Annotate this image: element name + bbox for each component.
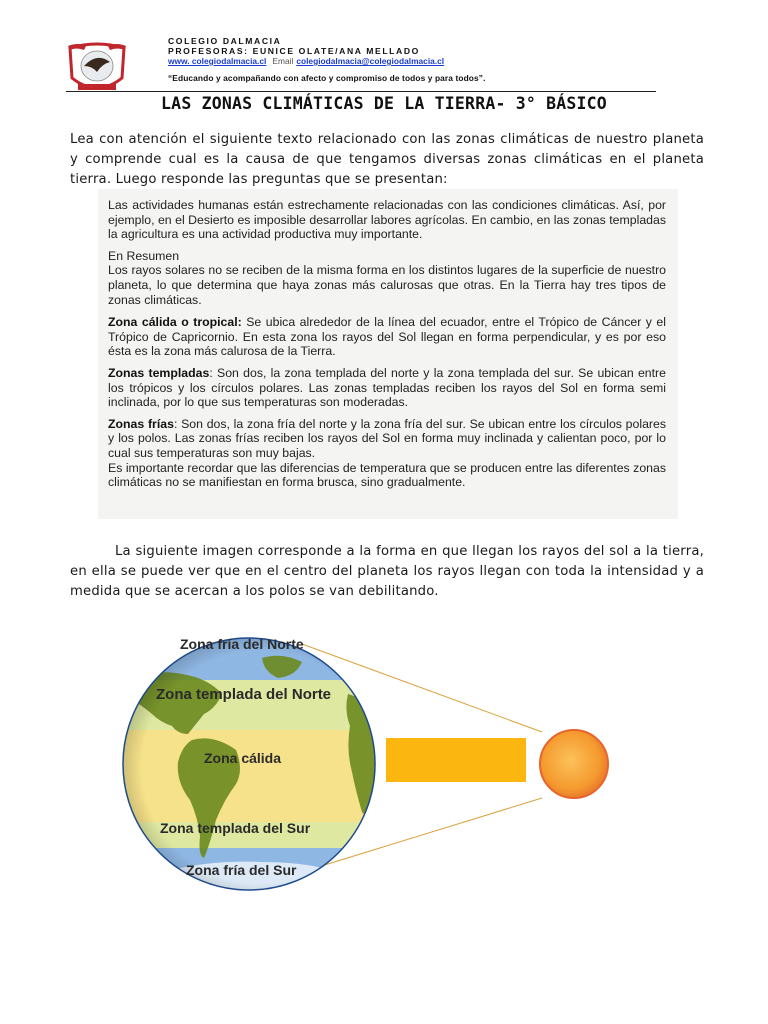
- label-south-temperate: Zona templada del Sur: [160, 820, 311, 836]
- school-header: [168, 36, 486, 83]
- image-description-text: La siguiente imagen corresponde a la forma en que llegan los rayos del sol a la tierra, en ella se puede ver que en el centro del planeta los rayos llegan con toda la intensidad y a medida que se acercan a los polos se van debilitando.: [70, 544, 704, 599]
- school-logo: [64, 38, 130, 98]
- cold-zone-block: [108, 417, 666, 490]
- reading-intro: Las actividades humanas están estrechamente relacionadas con las condiciones climáticas. Así, por ejemplo, en el Desierto es imposible desarrollar labores agrícolas. En cambio, en las zonas templadas la agricultura es una actividad productiva muy importante.: [108, 198, 666, 242]
- summary-text: Los rayos solares no se reciben de la misma forma en los distintos lugares de la superficie de nuestro planeta, lo que determina que haya zonas más calurosas que otras. En la Tierra hay tres tipos de zonas climáticas.: [108, 263, 666, 307]
- sun-ray-beam: [386, 738, 526, 782]
- label-warm: Zona cálida: [204, 750, 282, 766]
- summary-title: En Resumen: [108, 248, 180, 263]
- closing-text: Es importante recordar que las diferencias de temperatura que se producen entre las diferentes zonas climáticas no se manifiestan en forma brusca, sino gradualmente.: [108, 460, 666, 490]
- climate-zones-graphic: [112, 622, 652, 892]
- warm-zone-text: Se ubica alrededor de la línea del ecuador, entre el Trópico de Cáncer y el Trópico de Capricornio. En esta zona los rayos del Sol llegan en forma perpendicular, y es por eso ésta es la zona más calurosa de la Tierra.: [108, 315, 666, 359]
- label-north-temperate: Zona templada del Norte: [156, 686, 332, 703]
- warm-zone-block: [108, 315, 666, 359]
- website-link[interactable]: www. colegiodalmacia.cl: [168, 56, 267, 66]
- summary-block: [108, 249, 666, 307]
- teachers-line: PROFESORAS: EUNICE OLATE/ANA MELLADO: [168, 46, 420, 56]
- image-description: [70, 542, 704, 602]
- header-divider: [66, 91, 656, 92]
- warm-zone-title: Zona cálida o tropical:: [108, 315, 242, 330]
- label-south-cold: Zona fría del Sur: [186, 862, 297, 878]
- temperate-zone-text: : Son dos, la zona templada del norte y la zona templada del sur. Se ubican entre los trópicos y los círculos polares. Las zonas templadas reciben los rayos del Sol en forma semi inclinada, por lo que sus temperaturas son moderadas.: [108, 365, 666, 410]
- school-motto: “Educando y acompañando con afecto y compromiso de todos y para todos”.: [168, 73, 486, 83]
- school-name: COLEGIO DALMACIA: [168, 36, 282, 46]
- cold-zone-title: Zonas frías: [108, 416, 174, 431]
- reading-block: [108, 198, 666, 490]
- intro-paragraph: Lea con atención el siguiente texto relacionado con las zonas climáticas de nuestro planeta y comprende cual es la causa de que tengamos diversas zonas climáticas en el planeta tierra. Luego responde las preguntas que se presentan:: [70, 132, 704, 187]
- email-link[interactable]: colegiodalmacia@colegiodalmacia.cl: [296, 56, 445, 66]
- cold-zone-text: : Son dos, la zona fría del norte y la zona fría del sur. Se ubican entre los círculos polares y los polos. Las zonas frías reciben los rayos del Sol en forma muy inclinada y calientan poco, por lo cual sus temperaturas son muy bajas.: [108, 416, 667, 460]
- climate-zones-diagram: [112, 622, 652, 892]
- temperate-zone-title: Zonas templadas: [108, 365, 210, 380]
- contact-line: [168, 56, 486, 67]
- label-north-cold: Zona fría del Norte: [180, 636, 304, 652]
- page-title: LAS ZONAS CLIMÁTICAS DE LA TIERRA- 3° BÁSICO: [161, 94, 607, 113]
- sun: [540, 730, 608, 798]
- email-label: Email: [272, 56, 294, 66]
- temperate-zone-block: [108, 366, 666, 410]
